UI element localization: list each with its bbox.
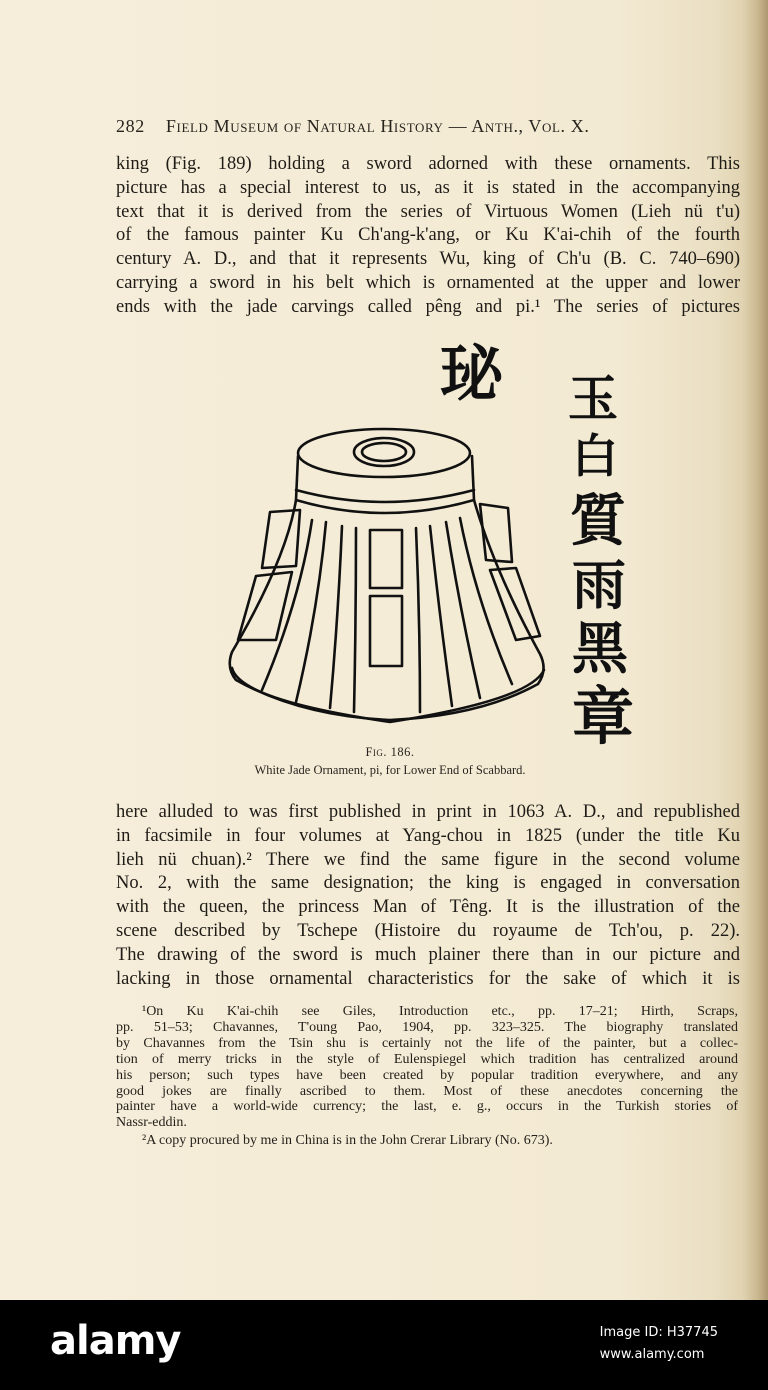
site-url: www.alamy.com (599, 1347, 705, 1362)
seal-char-2: 白 (572, 429, 618, 483)
footnote-line: his person; such types have been created by popular tradition everywhere, and any (116, 1067, 738, 1083)
figure-caption: White Jade Ornament, pi, for Lower End of Scabbard. (254, 763, 526, 777)
text-line: picture has a special interest to us, as it is stated in the accompanying (116, 177, 740, 198)
text-line: ends with the jade carvings called pêng and pi.¹ The series of pictures (116, 296, 740, 317)
text-line: of the famous painter Ku Ch'ang-k'ang, or Ku K'ai-chih of the fourth (116, 225, 740, 246)
text-line: in facsimile in four volumes at Yang-chou in 1825 (under the title Ku (116, 825, 740, 846)
text-line: king (Fig. 189) holding a sword adorned with these ornaments. This (116, 154, 740, 174)
seal-char-3: 質 (570, 489, 626, 554)
seal-char-5: 黑 (572, 617, 628, 682)
text-line: with the queen, the princess Man of Têng. It is the illustration of the (116, 897, 740, 918)
seal-char-1: 玉 (568, 370, 618, 428)
seal-character-top: 珌 (440, 337, 503, 410)
text-line: century A. D., and that it represents Wu, king of Ch'u (B. C. 740–690) (116, 249, 740, 270)
image-id-block (600, 1322, 718, 1366)
footnotes (116, 1004, 738, 1149)
footnote-line: painter have a world-wide currency; the last, e. g., occurs in the Turkish stories of (116, 1099, 738, 1115)
text-line: lacking in those ornamental characteristics for the sake of which it is (116, 968, 740, 989)
footnote-line: good jokes are finally ascribed to them. Most of these anecdotes concerning the (116, 1083, 738, 1099)
page-number: 282 (116, 116, 145, 136)
running-title: Field Museum of Natural History — Anth., Vol. X. (165, 116, 590, 136)
text-line: No. 2, with the same designation; the king is engaged in conversation (116, 873, 740, 894)
footnote-line: pp. 51–53; Chavannes, T'oung Pao, 1904, pp. 323–325. The biography translated (116, 1019, 738, 1035)
text-line: text that it is derived from the series of Virtuous Women (Lieh nü t'u) (116, 201, 740, 222)
footnote-line: ¹On Ku K'ai-chih see Giles, Introduction etc., pp. 17–21; Hirth, Scraps, (142, 1004, 738, 1019)
footnote-2: ²A copy procured by me in China is in the John Crerar Library (No. 673). (142, 1133, 553, 1149)
text-line: here alluded to was first published in print in 1063 A. D., and republished (116, 802, 740, 822)
text-line: lieh nü chuan).² There we find the same figure in the second volume (116, 849, 740, 870)
alamy-logo: alamy (50, 1318, 181, 1364)
footnote-line: by Chavannes from the Tsin shu is certainly not the life of the painter, but a collec- (116, 1035, 738, 1051)
jade-ornament-drawing (230, 429, 544, 722)
text-line: scene described by Tschepe (Histoire du royaume de Tch'ou, p. 22). (116, 920, 740, 941)
seal-char-4: 雨 (572, 554, 626, 617)
seal-char-6: 章 (572, 680, 635, 753)
figure-number: Fig. 186. (365, 745, 415, 759)
text-line: carrying a sword in his belt which is ornamented at the upper and lower (116, 272, 740, 293)
image-id: Image ID: H37745 (599, 1325, 718, 1340)
footnote-line: Nassr-eddin. (116, 1115, 187, 1131)
footnote-line: tion of merry tricks in the style of Eulenspiegel which tradition has centralized around (116, 1051, 738, 1067)
paragraph-bottom (116, 801, 740, 991)
text-line: The drawing of the sword is much plainer there than in our picture and (116, 944, 740, 965)
